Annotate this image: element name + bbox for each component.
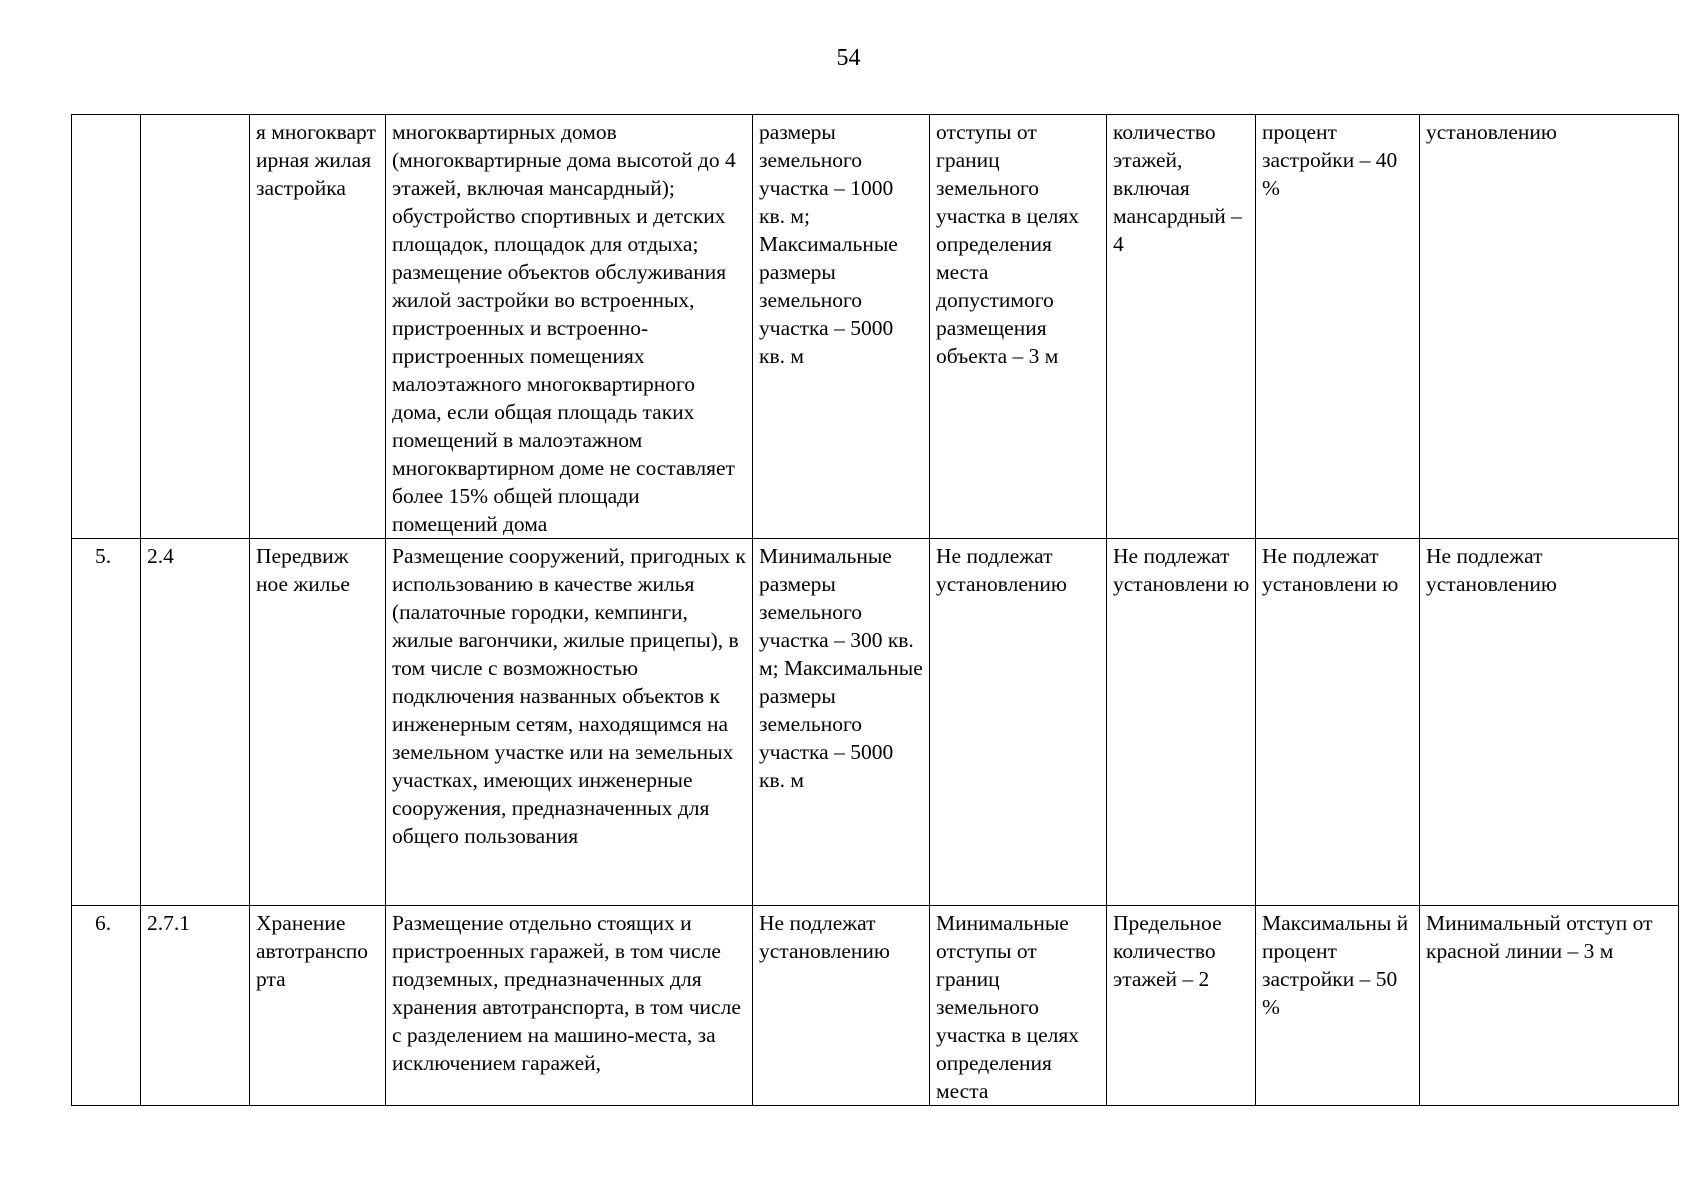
use-description: Размещение сооружений, пригодных к использованию в качестве жилья (палаточные городки, кемпинги, жилые вагончики, жилые прицепы), в том числе с возможностью подключения названных объектов к инженерным сетям, находящимся на земельном участке или на земельных участках, имеющих инженерные сооружения, предназначенных для общего пользования [392,544,746,848]
floors-cell [1107,906,1256,1106]
other-cell [1420,539,1679,906]
coverage: Максимальны й процент застройки – 50 % [1262,911,1409,1019]
other-params: установлению [1426,120,1557,144]
description-cell [386,115,753,539]
name-cell [250,906,386,1106]
code-cell [141,115,250,539]
description-cell [386,539,753,906]
coverage: процент застройки – 40 % [1262,120,1398,200]
setbacks: отступы от границ земельного участка в целях определения места допустимого размещения объекта – 3 м [936,120,1080,368]
floors: Предельное количество этажей – 2 [1113,911,1222,991]
plot-size: размеры земельного участка – 1000 кв. м; Максимальные размеры земельного участка – 5000 кв. м [759,120,898,368]
row-number: 6. [94,911,112,935]
floors: Не подлежат установлени ю [1113,544,1250,596]
floors-cell [1107,115,1256,539]
use-name: Передвиж ное жилье [256,544,350,596]
floors-cell [1107,539,1256,906]
setbacks: Не подлежат установлению [936,544,1067,596]
name-cell [250,115,386,539]
plot-size-cell [753,906,930,1106]
page-number: 54 [836,45,861,71]
row-number-cell [72,539,141,906]
other-params: Минимальный отступ от красной линии – 3 м [1426,911,1653,963]
row-number-cell [72,115,141,539]
table-row [72,539,1679,906]
other-params: Не подлежат установлению [1426,544,1557,596]
row-number-cell [72,906,141,1106]
plot-size: Не подлежат установлению [759,911,890,963]
plot-size-cell [753,539,930,906]
table-row [72,115,1679,539]
coverage: Не подлежат установлени ю [1262,544,1399,596]
use-name: я многокварт ирная жилая застройка [256,120,376,200]
coverage-cell [1256,115,1420,539]
setbacks-cell [930,115,1107,539]
code-cell [141,539,250,906]
use-code: 2.4 [147,544,174,568]
floors: количество этажей, включая мансардный – 4 [1113,120,1242,256]
plot-size: Минимальные размеры земельного участка – 300 кв. м; Максимальные размеры земельного участка – 5000 кв. м [759,544,923,792]
plot-size-cell [753,115,930,539]
coverage-cell [1256,906,1420,1106]
other-cell [1420,115,1679,539]
table-row [72,906,1679,1106]
land-use-table [71,114,1679,1106]
use-code: 2.7.1 [147,911,190,935]
coverage-cell [1256,539,1420,906]
row-number: 5. [94,544,112,568]
use-description: Размещение отдельно стоящих и пристроенных гаражей, в том числе подземных, предназначенных для хранения автотранспорта, в том числе с разделением на машино-места, за исключением гаражей, [392,911,741,1075]
use-name: Хранение автотранспо рта [256,911,368,991]
name-cell [250,539,386,906]
other-cell [1420,906,1679,1106]
setbacks-cell [930,539,1107,906]
description-cell [386,906,753,1106]
code-cell [141,906,250,1106]
setbacks: Минимальные отступы от границ земельного участка в целях определения места [936,911,1080,1103]
use-description: многоквартирных домов (многоквартирные дома высотой до 4 этажей, включая мансардный); обустройство спортивных и детских площадок, площадок для отдыха; размещение объектов обслуживания жилой застройки во встроенных, пристроенных и встроенно-пристроенных помещениях малоэтажного многоквартирного дома, если общая площадь таких помещений в малоэтажном многоквартирном доме не составляет более 15% общей площади помещений дома [392,120,736,536]
setbacks-cell [930,906,1107,1106]
